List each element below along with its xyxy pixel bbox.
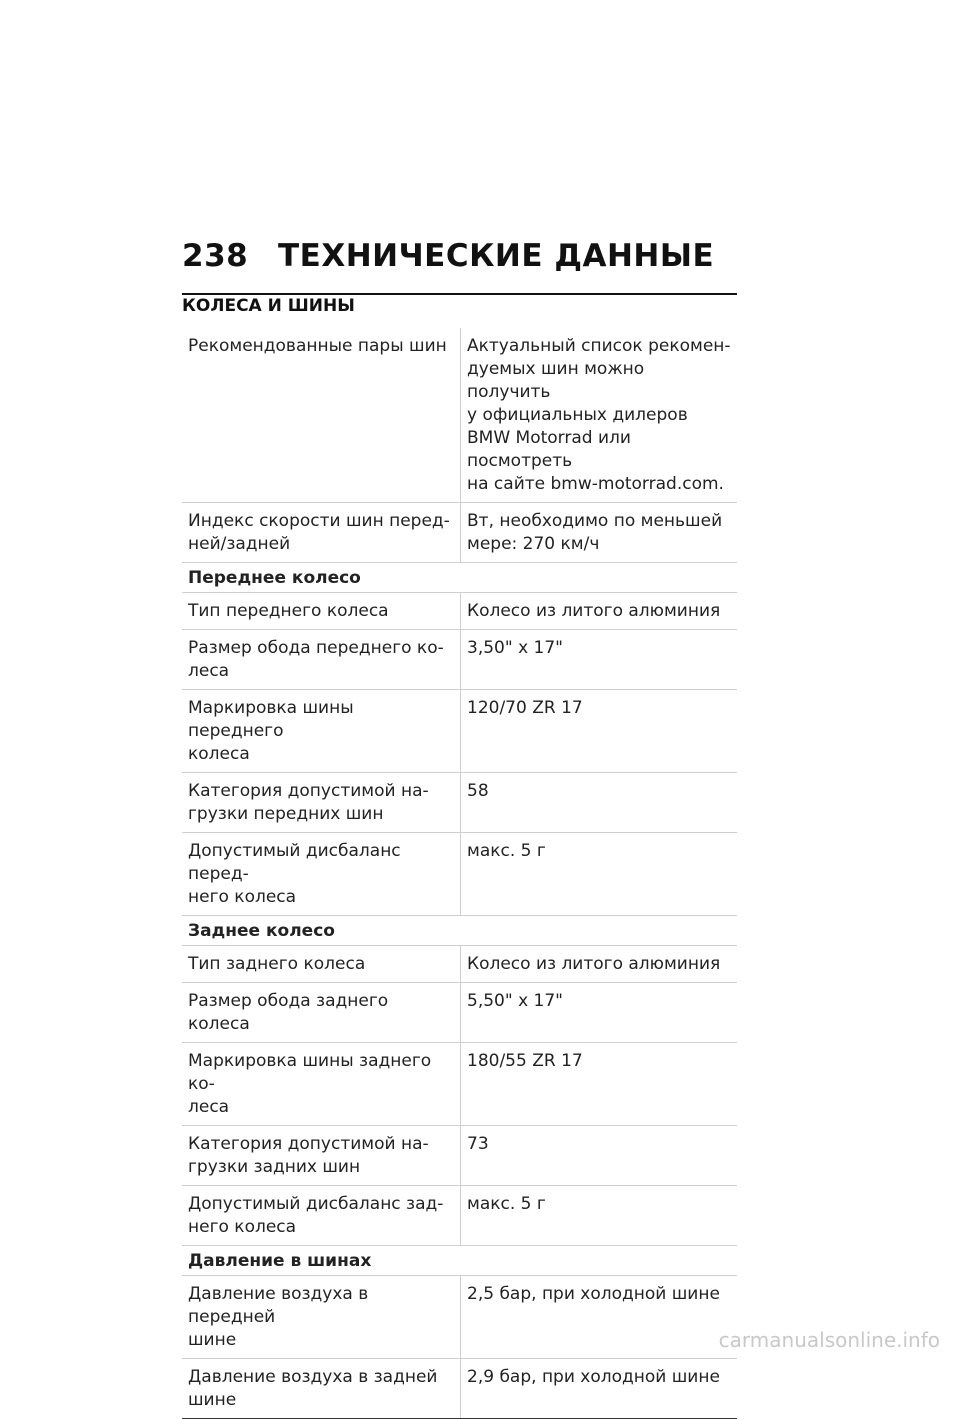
table-row <box>182 690 737 773</box>
table-row <box>182 593 737 630</box>
table-row <box>182 1359 737 1419</box>
spec-key: Категория допустимой на- грузки передних шин <box>182 773 461 833</box>
spec-key: Категория допустимой на- грузки задних шин <box>182 1126 461 1186</box>
spec-value: макс. 5 г <box>461 833 738 916</box>
spec-value: 73 <box>461 1126 738 1186</box>
spec-value: 120/70 ZR 17 <box>461 690 738 773</box>
spec-value: 2,5 бар, при холодной шине <box>461 1276 738 1359</box>
spec-value: 180/55 ZR 17 <box>461 1043 738 1126</box>
group-title: Давление в шинах <box>182 1246 737 1276</box>
watermark: carmanualsonline.info <box>718 1328 940 1352</box>
spec-value: Колесо из литого алюминия <box>461 946 738 983</box>
page-number: 238 <box>182 238 249 274</box>
spec-key: Давление воздуха в задней шине <box>182 1359 461 1419</box>
section-title: КОЛЕСА И ШИНЫ <box>182 296 355 316</box>
chapter-title: ТЕХНИЧЕСКИЕ ДАННЫЕ <box>278 238 715 274</box>
table-row <box>182 503 737 563</box>
group-title: Переднее колесо <box>182 563 737 593</box>
group-header-row <box>182 1246 737 1276</box>
spec-value: макс. 5 г <box>461 1186 738 1246</box>
spec-value: 5,50" x 17" <box>461 983 738 1043</box>
table-row <box>182 1276 737 1359</box>
spec-key: Размер обода заднего колеса <box>182 983 461 1043</box>
table-row <box>182 1186 737 1246</box>
spec-value: Актуальный список рекомен- дуемых шин можно получить у официальных дилеров BMW Motorrad или посмотреть на сайте bmw-motorrad.com. <box>461 328 738 503</box>
spec-key: Тип заднего колеса <box>182 946 461 983</box>
spec-table <box>182 328 737 1419</box>
spec-key: Тип переднего колеса <box>182 593 461 630</box>
table-row <box>182 1126 737 1186</box>
table-row <box>182 983 737 1043</box>
table-row <box>182 946 737 983</box>
spec-value: 2,9 бар, при холодной шине <box>461 1359 738 1419</box>
spec-key: Маркировка шины заднего ко- леса <box>182 1043 461 1126</box>
spec-key: Маркировка шины переднего колеса <box>182 690 461 773</box>
section-rule <box>182 293 737 295</box>
spec-key: Допустимый дисбаланс зад- него колеса <box>182 1186 461 1246</box>
table-row <box>182 773 737 833</box>
table-row <box>182 833 737 916</box>
table-row <box>182 328 737 503</box>
table-row <box>182 630 737 690</box>
spec-key: Размер обода переднего ко- леса <box>182 630 461 690</box>
spec-value: 58 <box>461 773 738 833</box>
group-header-row <box>182 916 737 946</box>
spec-key: Индекс скорости шин перед- ней/задней <box>182 503 461 563</box>
group-header-row <box>182 563 737 593</box>
table-row <box>182 1043 737 1126</box>
spec-value: 3,50" x 17" <box>461 630 738 690</box>
page-header <box>182 238 742 274</box>
spec-key: Допустимый дисбаланс перед- него колеса <box>182 833 461 916</box>
spec-value: Вт, необходимо по меньшей мере: 270 км/ч <box>461 503 738 563</box>
spec-key: Рекомендованные пары шин <box>182 328 461 503</box>
spec-value: Колесо из литого алюминия <box>461 593 738 630</box>
spec-key: Давление воздуха в передней шине <box>182 1276 461 1359</box>
group-title: Заднее колесо <box>182 916 737 946</box>
